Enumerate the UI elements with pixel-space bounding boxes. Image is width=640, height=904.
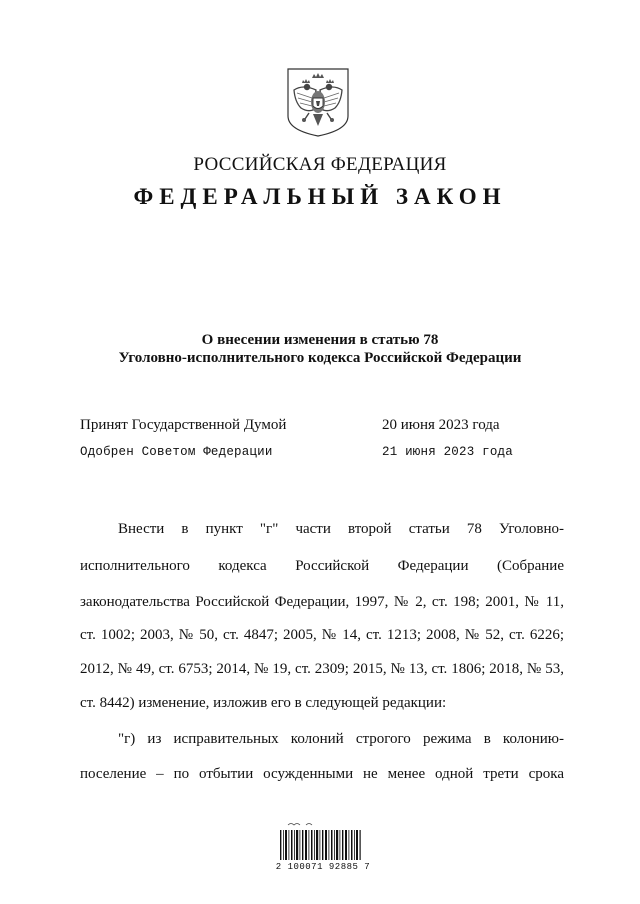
body-line: ст. 8442) изменение, изложив его в следующей редакции: [80, 695, 447, 711]
body-line: "г) из исправительных колоний строгого режима в колонию- [118, 731, 564, 747]
duma-date: 20 июня 2023 года [382, 417, 500, 433]
barcode-number: 2 100071 92885 7 [275, 862, 371, 872]
law-title-line-2: Уголовно-исполнительного кодекса Российской Федерации [118, 350, 522, 366]
body-line: законодательства Российской Федерации, 1997, № 2, ст. 198; 2001, № 11, [80, 594, 564, 610]
duma-label: Принят Государственной Думой [80, 417, 287, 433]
council-date: 21 июня 2023 года [382, 445, 513, 459]
country-name: РОССИЙСКАЯ ФЕДЕРАЦИЯ [193, 154, 447, 175]
coat-of-arms-icon [285, 68, 351, 138]
law-title [0, 331, 640, 367]
body-line: ст. 1002; 2003, № 50, ст. 4847; 2005, № 14, ст. 1213; 2008, № 52, ст. 6226; [80, 627, 564, 643]
body-line: поселение – по отбытии осужденными не менее одной трети срока [80, 766, 564, 782]
law-title-line-1: О внесении изменения в статью 78 [201, 332, 439, 348]
body-line: Внести в пункт "г" части второй статьи 78 Уголовно- [118, 521, 564, 537]
body-line: 2012, № 49, ст. 6753; 2014, № 19, ст. 2309; 2015, № 13, ст. 1806; 2018, № 53, [80, 661, 564, 677]
body-line: исполнительного кодекса Российской Федерации (Собрание [80, 558, 564, 574]
council-label: Одобрен Советом Федерации [80, 445, 273, 459]
document-type: ФЕДЕРАЛЬНЫЙ ЗАКОН [133, 184, 507, 209]
